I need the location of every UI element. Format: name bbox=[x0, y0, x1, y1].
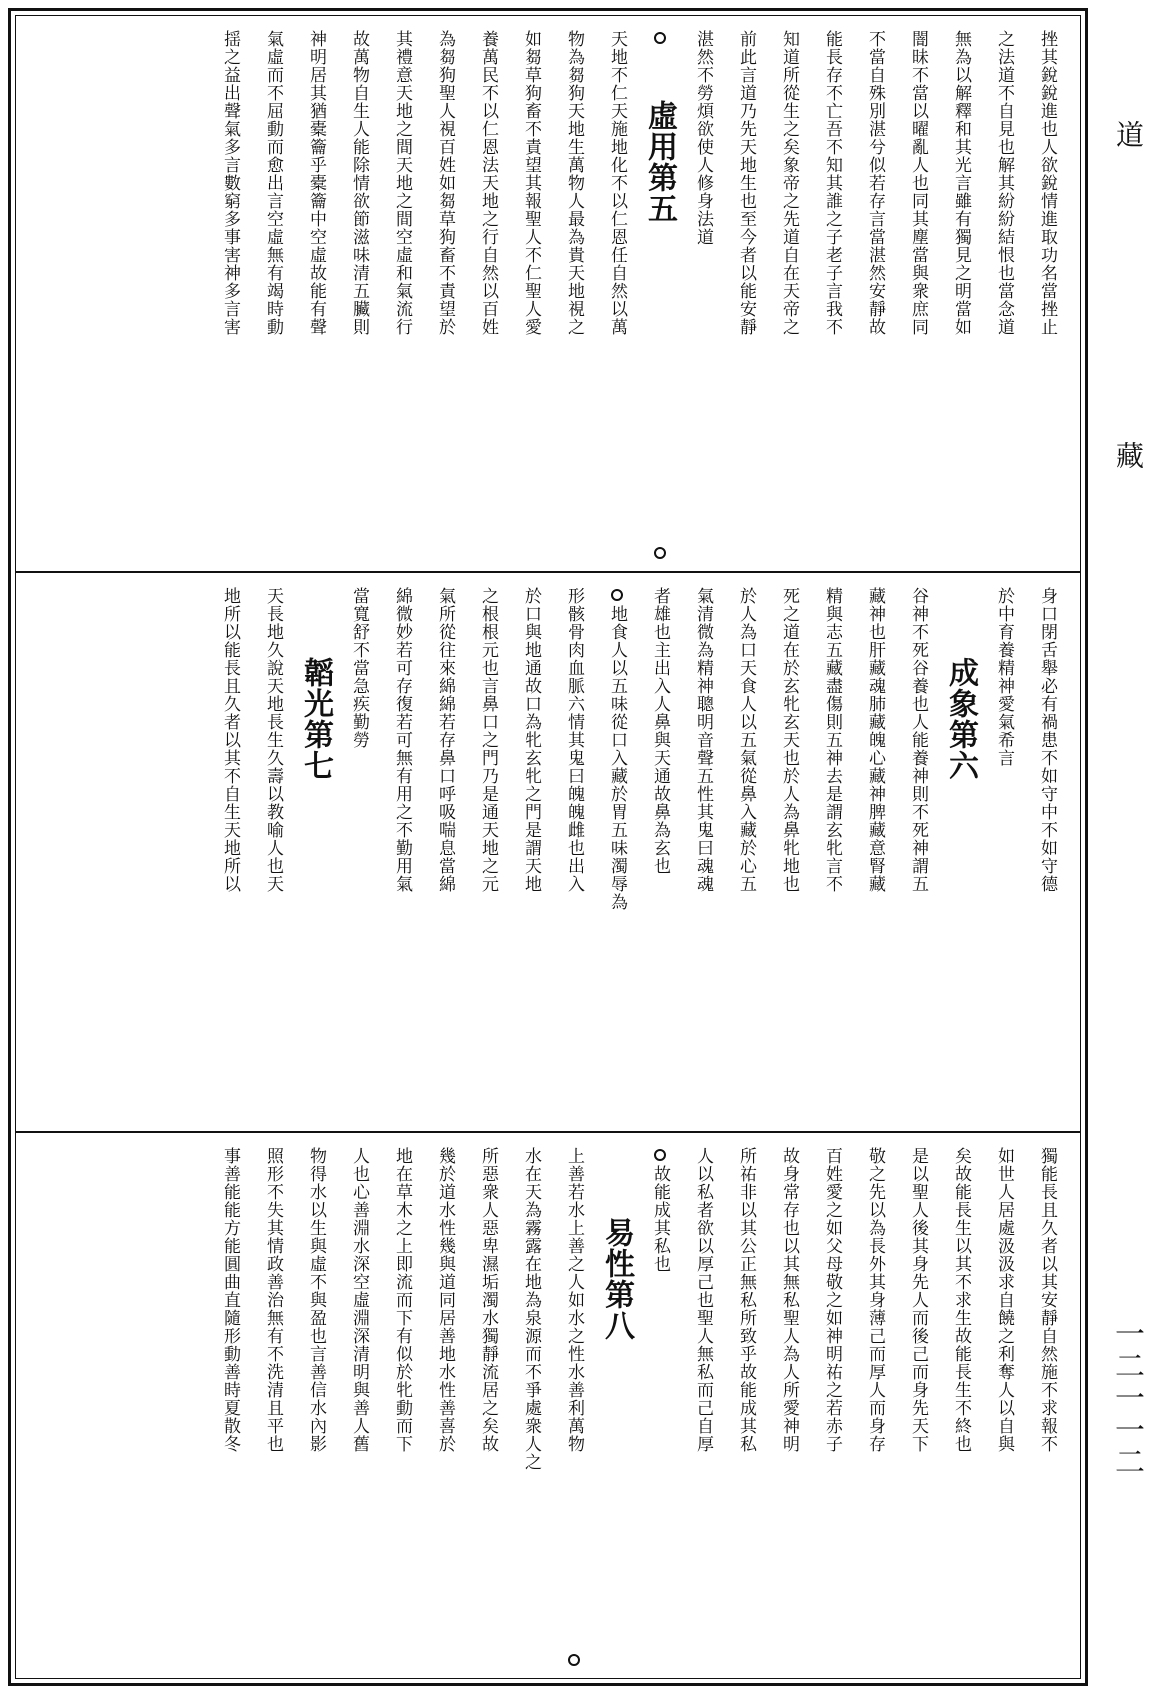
column-text: 其禮意天地之間天地之間空虛和氣流行 bbox=[392, 30, 412, 336]
column-text: 無為以解釋和其光言雖有獨見之明當如 bbox=[951, 30, 971, 336]
column-text: 人以私者欲以厚己也聖人無私而己自厚 bbox=[693, 1147, 713, 1453]
column-text: 百姓愛之如父母敬之如神明祐之若赤子 bbox=[822, 1147, 842, 1453]
text-column bbox=[810, 587, 853, 1121]
text-column bbox=[724, 587, 767, 1121]
chapter-heading-column bbox=[294, 587, 337, 1121]
column-text: 谷神不死谷養也人能養神則不死神謂五 bbox=[908, 587, 928, 893]
column-text: 故身常存也以其無私聖人為人所愛神明 bbox=[779, 1147, 799, 1453]
column-text: 幾於道水性幾與道同居善地水性善喜於 bbox=[435, 1147, 455, 1453]
column-text: 氣虛而不屈動而愈出言空虛無有竭時動 bbox=[263, 30, 283, 336]
column-text: 能長存不亡吾不知其誰之子老子言我不 bbox=[822, 30, 842, 336]
text-column bbox=[810, 30, 853, 561]
chapter-heading-column bbox=[638, 30, 681, 561]
text-column bbox=[896, 587, 939, 1121]
column-text: 藏神也肝藏魂肺藏魄心藏神脾藏意腎藏 bbox=[865, 587, 885, 893]
column-text: 地所以能長且久者以其不自生天地所以 bbox=[220, 587, 240, 893]
text-column bbox=[294, 30, 337, 561]
text-column bbox=[767, 1147, 810, 1668]
circle-marker-icon bbox=[654, 1149, 666, 1161]
text-column bbox=[853, 30, 896, 561]
column-text: 挫其銳銳進也人欲銳情進取功名當挫止 bbox=[1037, 30, 1057, 336]
column-text: 人也心善淵水深空虛淵深清明與善人舊 bbox=[349, 1147, 369, 1453]
text-column bbox=[251, 30, 294, 561]
column-text: 物得水以生與虛不與盈也言善信水內影 bbox=[306, 1147, 326, 1453]
column-group bbox=[208, 30, 1068, 561]
text-column bbox=[681, 1147, 724, 1668]
text-column bbox=[982, 587, 1025, 1121]
column-text: 揺之益出聲氣多言數窮多事害神多言害 bbox=[220, 30, 240, 336]
text-column bbox=[853, 1147, 896, 1668]
column-text: 敬之先以為長外其身薄己而厚人而身存 bbox=[865, 1147, 885, 1453]
text-column bbox=[552, 1147, 595, 1668]
column-text: 於中育養精神愛氣希言 bbox=[994, 587, 1014, 767]
text-column bbox=[423, 587, 466, 1121]
column-text: 前此言道乃先天地生也至今者以能安靜 bbox=[736, 30, 756, 336]
column-text: 當寬舒不當急疾勤勞 bbox=[349, 587, 369, 749]
text-column bbox=[251, 587, 294, 1121]
column-text: 故能成其私也 bbox=[650, 1165, 670, 1273]
text-column bbox=[466, 1147, 509, 1668]
text-column bbox=[380, 1147, 423, 1668]
text-column bbox=[982, 1147, 1025, 1668]
column-group bbox=[208, 1147, 1068, 1668]
column-text: 天長地久說天地長生久壽以教喻人也天 bbox=[263, 587, 283, 893]
column-text: 不當自殊別湛兮似若存言當湛然安靜故 bbox=[865, 30, 885, 336]
column-text: 死之道在於玄牝玄天也於人為鼻牝地也 bbox=[779, 587, 799, 893]
chapter-heading: 易性第八 bbox=[599, 1217, 634, 1341]
circle-marker-icon bbox=[654, 32, 666, 44]
text-column bbox=[337, 30, 380, 561]
chapter-heading: 韜光第七 bbox=[298, 657, 333, 781]
text-column bbox=[724, 30, 767, 561]
column-text: 事善能能方能圓曲直隨形動善時夏散冬 bbox=[220, 1147, 240, 1453]
column-text: 精與志五藏盡傷則五神去是謂玄牝言不 bbox=[822, 587, 842, 893]
column-text: 上善若水上善之人如水之性水善利萬物 bbox=[564, 1147, 584, 1453]
page-sheet bbox=[8, 8, 1088, 1686]
text-column bbox=[552, 587, 595, 1121]
column-text: 水在天為霧露在地為泉源而不爭處衆人之 bbox=[521, 1147, 541, 1471]
text-column bbox=[337, 587, 380, 1121]
text-column bbox=[638, 587, 681, 1121]
text-column bbox=[509, 587, 552, 1121]
chapter-heading-column bbox=[595, 1147, 638, 1668]
text-column bbox=[939, 30, 982, 561]
text-column bbox=[896, 30, 939, 561]
column-text: 故萬物自生人能除情欲節滋味清五臟則 bbox=[349, 30, 369, 336]
text-column bbox=[595, 587, 638, 1121]
text-column bbox=[939, 1147, 982, 1668]
column-text: 地在草木之上即流而下有似於牝動而下 bbox=[392, 1147, 412, 1453]
column-text: 於口與地通故口為牝玄牝之門是謂天地 bbox=[521, 587, 541, 893]
column-text: 所祐非以其公正無私所致乎故能成其私 bbox=[736, 1147, 756, 1453]
text-column bbox=[982, 30, 1025, 561]
text-column bbox=[810, 1147, 853, 1668]
page-frame bbox=[15, 15, 1081, 1679]
text-column bbox=[1025, 1147, 1068, 1668]
column-text: 如芻草狗畜不責望其報聖人不仁聖人愛 bbox=[521, 30, 541, 336]
text-column bbox=[896, 1147, 939, 1668]
column-text: 神明居其猶橐籥乎橐籥中空虛故能有聲 bbox=[306, 30, 326, 336]
chapter-heading-column bbox=[939, 587, 982, 1121]
column-text: 者雄也主出入人鼻與天通故鼻為玄也 bbox=[650, 587, 670, 875]
column-text: 知道所從生之矣象帝之先道自在天帝之 bbox=[779, 30, 799, 336]
text-column bbox=[767, 30, 810, 561]
column-text: 綿微妙若可存復若可無有用之不勤用氣 bbox=[392, 587, 412, 893]
text-column bbox=[595, 30, 638, 561]
text-band-3 bbox=[16, 1133, 1080, 1678]
text-band-1 bbox=[16, 16, 1080, 573]
text-column bbox=[681, 30, 724, 561]
text-column bbox=[853, 587, 896, 1121]
column-text: 湛然不勞煩欲使人修身法道 bbox=[693, 30, 713, 246]
text-column bbox=[638, 1147, 681, 1668]
column-text: 是以聖人後其身先人而後己而身先天下 bbox=[908, 1147, 928, 1453]
column-text: 形骸骨肉血脈六情其鬼曰魄魄雌也出入 bbox=[564, 587, 584, 893]
text-column bbox=[1025, 587, 1068, 1121]
column-text: 之法道不自見也解其紛紛結恨也當念道 bbox=[994, 30, 1014, 336]
chapter-heading: 虛用第五 bbox=[642, 100, 677, 224]
text-column bbox=[767, 587, 810, 1121]
column-text: 如世人居處汲汲求自饒之利奪人以自與 bbox=[994, 1147, 1014, 1453]
text-column bbox=[681, 587, 724, 1121]
text-column bbox=[509, 30, 552, 561]
column-text: 照形不失其情政善治無有不洗清且平也 bbox=[263, 1147, 283, 1453]
column-text: 養萬民不以仁恩法天地之行自然以百姓 bbox=[478, 30, 498, 336]
text-column bbox=[208, 1147, 251, 1668]
text-column bbox=[294, 1147, 337, 1668]
column-group bbox=[208, 587, 1068, 1121]
column-text: 獨能長且久者以其安靜自然施不求報不 bbox=[1037, 1147, 1057, 1453]
text-column bbox=[509, 1147, 552, 1668]
text-column bbox=[423, 1147, 466, 1668]
text-column bbox=[724, 1147, 767, 1668]
column-text: 矣故能長生以其不求生故能長生不終也 bbox=[951, 1147, 971, 1453]
column-text: 地食人以五味從口入藏於胃五味濁辱為 bbox=[607, 605, 627, 911]
text-column bbox=[423, 30, 466, 561]
column-text: 之根根元也言鼻口之門乃是通天地之元 bbox=[478, 587, 498, 893]
column-text: 物為芻狗天地生萬物人最為貴天地視之 bbox=[564, 30, 584, 336]
column-text: 氣所從往來綿綿若存鼻口呼吸喘息當綿 bbox=[435, 587, 455, 893]
text-column bbox=[337, 1147, 380, 1668]
text-column bbox=[466, 587, 509, 1121]
chapter-heading: 成象第六 bbox=[943, 657, 978, 781]
circle-marker-icon bbox=[611, 589, 623, 601]
column-text: 氣清微為精神聰明音聲五性其鬼曰魂魂 bbox=[693, 587, 713, 893]
text-column bbox=[552, 30, 595, 561]
column-text: 身口閉舌舉必有禍患不如守中不如守德 bbox=[1037, 587, 1057, 893]
column-text: 闇昧不當以曜亂人也同其塵當與衆庶同 bbox=[908, 30, 928, 336]
text-column bbox=[380, 587, 423, 1121]
text-column bbox=[208, 587, 251, 1121]
text-column bbox=[380, 30, 423, 561]
column-text: 為芻狗聖人視百姓如芻草狗畜不責望於 bbox=[435, 30, 455, 336]
circle-marker-icon bbox=[568, 1654, 580, 1666]
text-column bbox=[251, 1147, 294, 1668]
circle-marker-icon bbox=[654, 547, 666, 559]
text-column bbox=[466, 30, 509, 561]
margin-page-number: 一二一一二 bbox=[1109, 1318, 1144, 1478]
column-text: 於人為口天食人以五氣從鼻入藏於心五 bbox=[736, 587, 756, 893]
margin-title: 道 藏 bbox=[1112, 120, 1145, 599]
text-column bbox=[208, 30, 251, 561]
text-column bbox=[1025, 30, 1068, 561]
column-text: 天地不仁天施地化不以仁恩任自然以萬 bbox=[607, 30, 627, 336]
column-text: 所惡衆人惡卑濕垢濁水獨靜流居之矣故 bbox=[478, 1147, 498, 1453]
text-band-2 bbox=[16, 573, 1080, 1133]
